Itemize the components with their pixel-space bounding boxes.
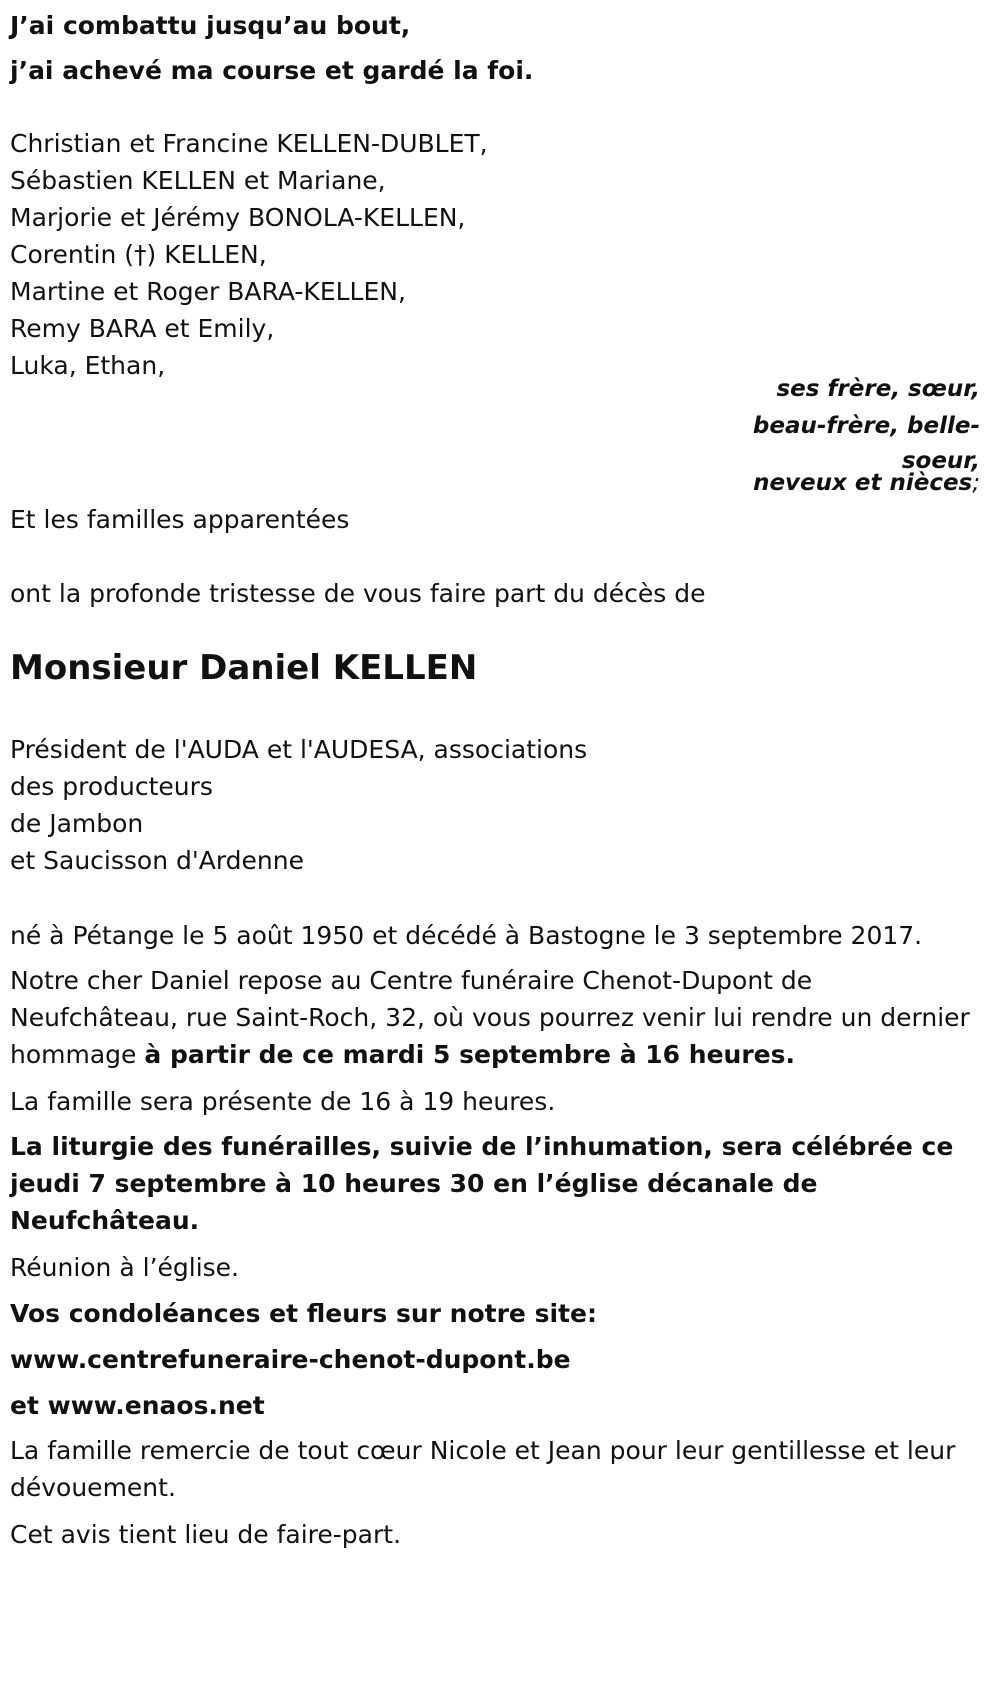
relations-line-1: ses frère, sœur,	[776, 376, 980, 402]
family-line-6: Remy BARA et Emily,	[10, 314, 275, 343]
rest-bold: à partir de ce mardi 5 septembre à 16 heures.	[144, 1040, 795, 1069]
condolences: Vos condoléances et fleurs sur notre site:	[10, 1299, 597, 1328]
website-link-2[interactable]: et www.enaos.net	[10, 1391, 265, 1420]
epigraph-line-2: j’ai achevé ma course et gardé la foi.	[10, 56, 534, 85]
relations-line-3: soeur,	[901, 448, 980, 474]
family-line-2: Sébastien KELLEN et Mariane,	[10, 166, 386, 195]
epigraph-line-1: J’ai combattu jusqu’au bout,	[10, 11, 411, 40]
relations-line-4-end: ;	[972, 470, 980, 496]
role-line-4: et Saucisson d'Ardenne	[10, 846, 304, 875]
rest-paragraph	[10, 962, 970, 1073]
role-line-1: Président de l'AUDA et l'AUDESA, associations	[10, 735, 588, 764]
rest-text: Notre cher Daniel repose au Centre funéraire Chenot-Dupont de Neufchâteau, rue Saint-Roch, 32, où vous pourrez venir lui rendre un dernier hommage	[10, 966, 970, 1069]
birth-death: né à Pétange le 5 août 1950 et décédé à Bastogne le 3 septembre 2017.	[10, 921, 923, 950]
website-link-1[interactable]: www.centrefuneraire-chenot-dupont.be	[10, 1345, 571, 1374]
role-line-3: de Jambon	[10, 809, 144, 838]
reunion: Réunion à l’église.	[10, 1253, 240, 1282]
deceased-name: Monsieur Daniel KELLEN	[10, 648, 478, 688]
thanks: La famille remercie de tout cœur Nicole et Jean pour leur gentillesse et leur dévouement.	[10, 1436, 956, 1502]
closing: Cet avis tient lieu de faire-part.	[10, 1520, 402, 1549]
announcement: ont la profonde tristesse de vous faire part du décès de	[10, 579, 706, 608]
families-related: Et les familles apparentées	[10, 505, 350, 534]
family-line-4: Corentin (†) KELLEN,	[10, 240, 267, 269]
family-present: La famille sera présente de 16 à 19 heures.	[10, 1087, 556, 1116]
family-line-1: Christian et Francine KELLEN-DUBLET,	[10, 129, 488, 158]
role-line-2: des producteurs	[10, 772, 213, 801]
relations-line-4	[753, 468, 980, 498]
family-line-5: Martine et Roger BARA-KELLEN,	[10, 277, 406, 306]
family-line-3: Marjorie et Jérémy BONOLA-KELLEN,	[10, 203, 466, 232]
relations-line-4-text: neveux et nièces	[753, 470, 973, 496]
relations-line-2: beau-frère, belle-	[752, 413, 980, 439]
family-line-7: Luka, Ethan,	[10, 351, 166, 380]
liturgy: La liturgie des funérailles, suivie de l’inhumation, sera célébrée ce jeudi 7 septembre à 10 heures 30 en l’église décanale de Neufchâteau.	[10, 1132, 954, 1235]
